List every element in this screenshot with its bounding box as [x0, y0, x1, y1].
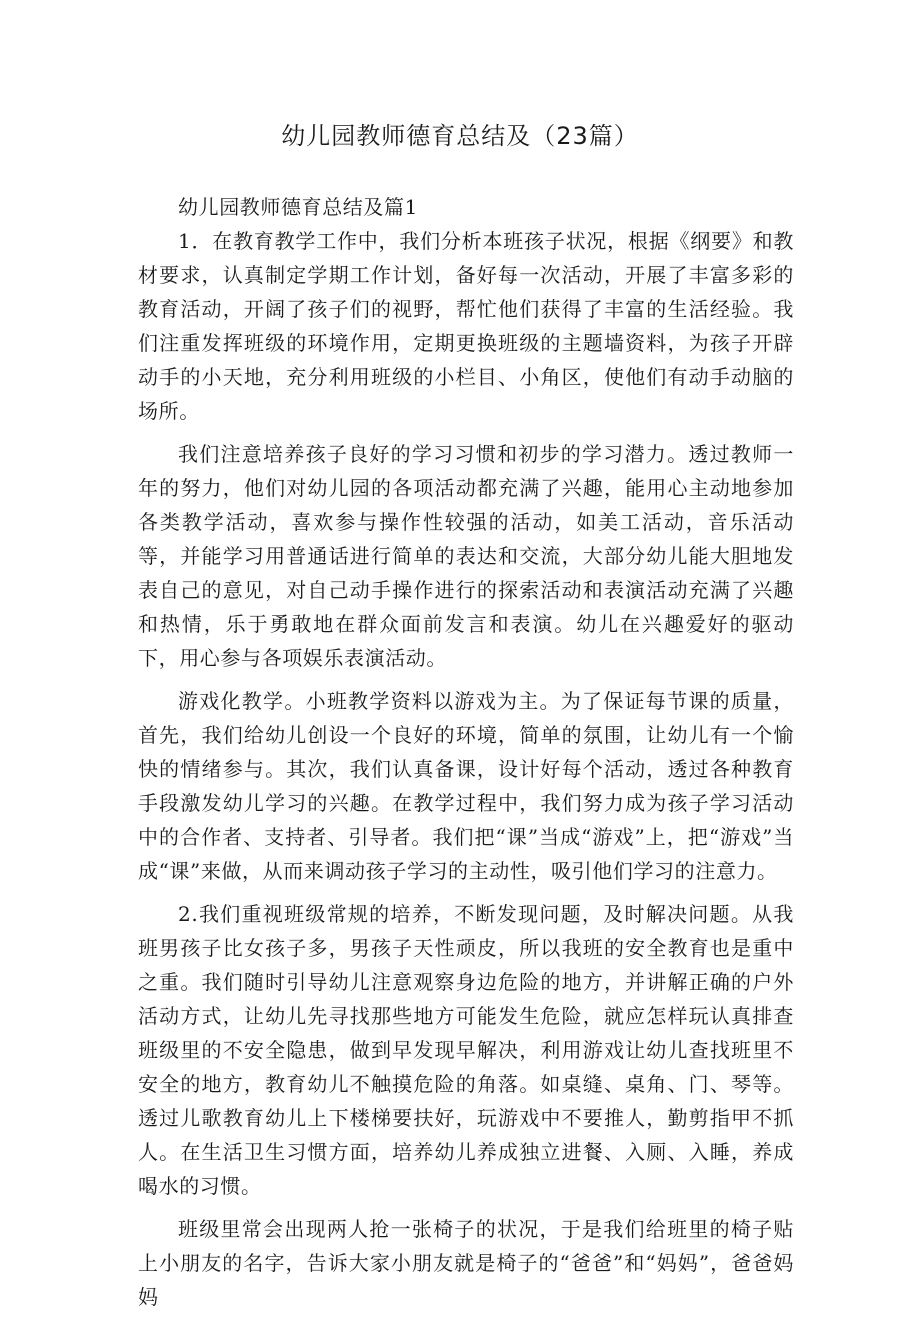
paragraph-3: 游戏化教学。小班教学资料以游戏为主。为了保证每节课的质量，首先，我们给幼儿创设一个良好的环境，简单的氛围，让幼儿有一个愉快的情绪参与。其次，我们认真备课，设计好每个活动，透过各种教育手段激发幼儿学习的兴趣。在教学过程中，我们努力成为孩子学习活动中的合作者、支持者、引导者。我们把“课”当成“游戏”上，把“游戏”当成“课”来做，从而来调动孩子学习的主动性，吸引他们学习的注意力。	[138, 689, 794, 883]
paragraph-2: 我们注意培养孩子良好的学习习惯和初步的学习潜力。透过教师一年的努力，他们对幼儿园的各项活动都充满了兴趣，能用心主动地参加各类教学活动，喜欢参与操作性较强的活动，如美工活动，音乐活动等，并能学习用普通话进行简单的表达和交流，大部分幼儿能大胆地发表自己的意见，对自己动手操作进行的探索活动和表演活动充满了兴趣和热情，乐于勇敢地在群众面前发言和表演。幼儿在兴趣爱好的驱动下，用心参与各项娱乐表演活动。	[138, 442, 794, 670]
paragraph-1: 1．在教育教学工作中，我们分析本班孩子状况，根据《纲要》和教材要求，认真制定学期工作计划，备好每一次活动，开展了丰富多彩的教育活动，开阔了孩子们的视野，帮忙他们获得了丰富的生活经验。我们注重发挥班级的环境作用，定期更换班级的主题墙资料，为孩子开辟动手的小天地，充分利用班级的小栏目、小角区，使他们有动手动脑的场所。	[138, 229, 794, 423]
document-body	[138, 190, 794, 1323]
paragraph-5: 班级里常会出现两人抢一张椅子的状况，于是我们给班里的椅子贴上小朋友的名字，告诉大家小朋友就是椅子的“爸爸”和“妈妈”，爸爸妈妈	[138, 1217, 794, 1309]
section-heading: 幼儿园教师德育总结及篇1	[178, 195, 418, 219]
paragraph-4: 2.我们重视班级常规的培养，不断发现问题，及时解决问题。从我班男孩子比女孩子多，男孩子天性顽皮，所以我班的安全教育也是重中之重。我们随时引导幼儿注意观察身边危险的地方，并讲解正确的户外活动方式，让幼儿先寻找那些地方可能发生危险，就应怎样玩认真排查班级里的不安全隐患，做到早发现早解决，利用游戏让幼儿查找班里不安全的地方，教育幼儿不触摸危险的角落。如桌缝、桌角、门、琴等。透过儿歌教育幼儿上下楼梯要扶好，玩游戏中不要推人，勤剪指甲不抓人。在生活卫生习惯方面，培养幼儿养成独立进餐、入厕、入睡，养成喝水的习惯。	[138, 902, 794, 1198]
document-title: 幼儿园教师德育总结及（23篇）	[281, 122, 639, 150]
